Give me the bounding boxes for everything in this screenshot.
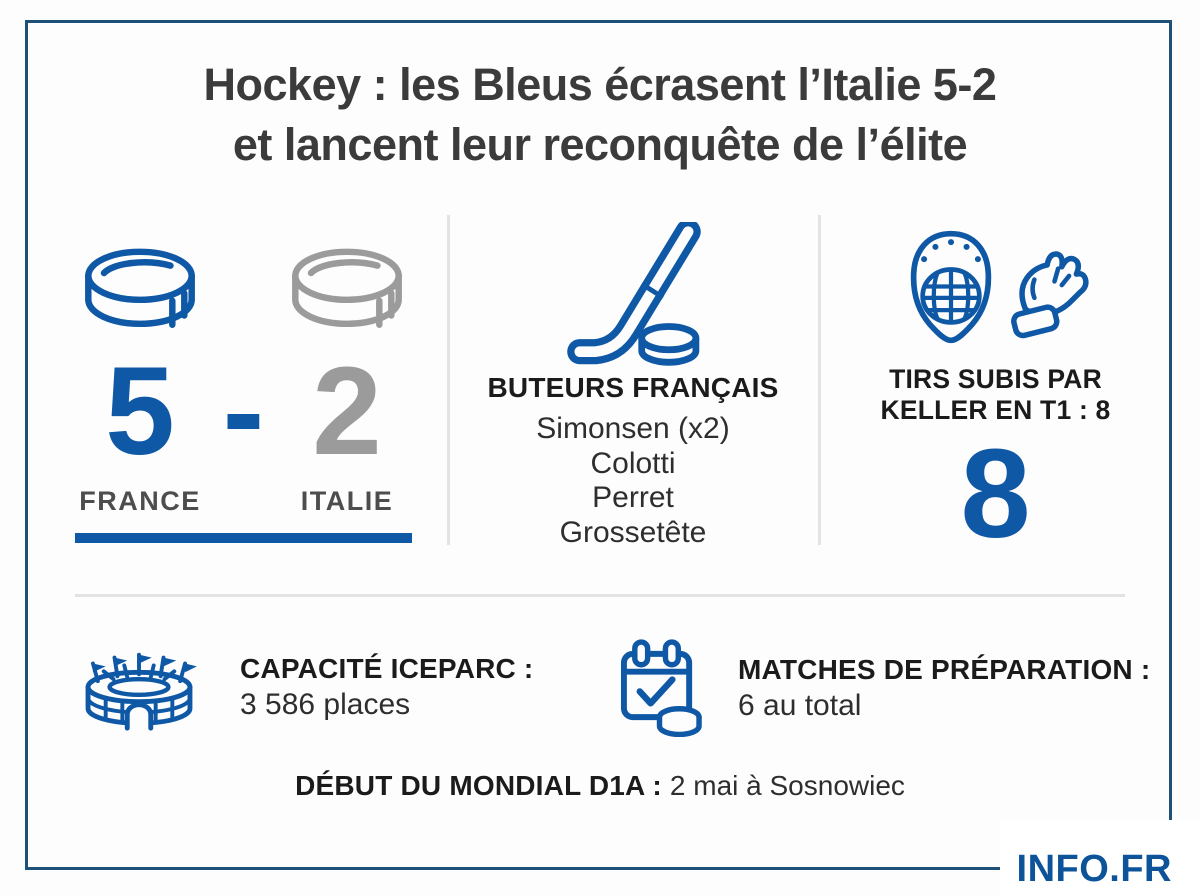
scorer-item: Perret: [592, 481, 674, 515]
brand-logo: INFO.FR: [1016, 848, 1172, 890]
footer-value: 2 mai à Sosnowiec: [669, 770, 905, 801]
title-line-2: et lancent leur reconquête de l’élite: [232, 119, 968, 171]
france-puck-icon: [75, 245, 205, 338]
calendar-check-icon: [618, 638, 702, 737]
capacity-text: [240, 651, 533, 723]
horizontal-divider: [75, 594, 1125, 597]
scorers-heading: BUTEURS FRANÇAIS: [487, 372, 779, 403]
capacity-fact: [80, 638, 533, 736]
footer-label: DÉBUT DU MONDIAL D1A :: [295, 770, 670, 801]
goalie-icons-row: [823, 228, 1168, 348]
away-score: 2: [312, 341, 382, 481]
goalie-mask-icon: [901, 228, 1001, 346]
goalie-heading-line-1: TIRS SUBIS PAR: [889, 364, 1102, 394]
footer-line: [0, 770, 1200, 802]
matches-value: 6 au total: [738, 688, 862, 722]
scorers-section: [455, 222, 811, 550]
scorer-item: Simonsen (x2): [536, 412, 730, 446]
score-row: [75, 341, 412, 481]
scorer-item: Grossetête: [559, 515, 707, 549]
vertical-divider-2: [818, 215, 821, 545]
matches-text: [738, 652, 1150, 724]
home-team-label: FRANCE: [79, 486, 201, 516]
away-team-label: ITALIE: [300, 486, 394, 516]
scorer-item: Colotti: [590, 446, 676, 480]
home-score: 5: [105, 341, 175, 481]
shots-big-number: 8: [960, 423, 1031, 564]
page-title: [0, 55, 1200, 176]
capacity-label: CAPACITÉ ICEPARC :: [240, 653, 534, 684]
score-separator: -: [222, 341, 265, 481]
score-underline-bar: [75, 533, 412, 543]
matches-label: MATCHES DE PRÉPARATION :: [738, 653, 1151, 685]
vertical-divider-1: [447, 215, 450, 545]
score-section: [75, 245, 412, 543]
scorers-list: [455, 412, 811, 550]
italie-puck-icon: [282, 245, 412, 338]
pucks-row: [75, 245, 412, 338]
goalie-glove-icon: [1007, 244, 1091, 348]
matches-fact: [618, 638, 1150, 737]
stadium-icon: [80, 638, 198, 736]
capacity-value: 3 586 places: [240, 688, 411, 721]
brand-logo-area: [1000, 820, 1200, 896]
goalie-section: [823, 228, 1168, 564]
team-labels-row: [75, 486, 412, 517]
goalie-heading-line-2: KELLER EN T1 : 8: [880, 395, 1111, 425]
goalie-heading: [823, 364, 1168, 426]
hockey-stick-puck-icon: [455, 222, 811, 372]
title-line-1: Hockey : les Bleus écrasent l’Italie 5-2: [203, 59, 997, 110]
